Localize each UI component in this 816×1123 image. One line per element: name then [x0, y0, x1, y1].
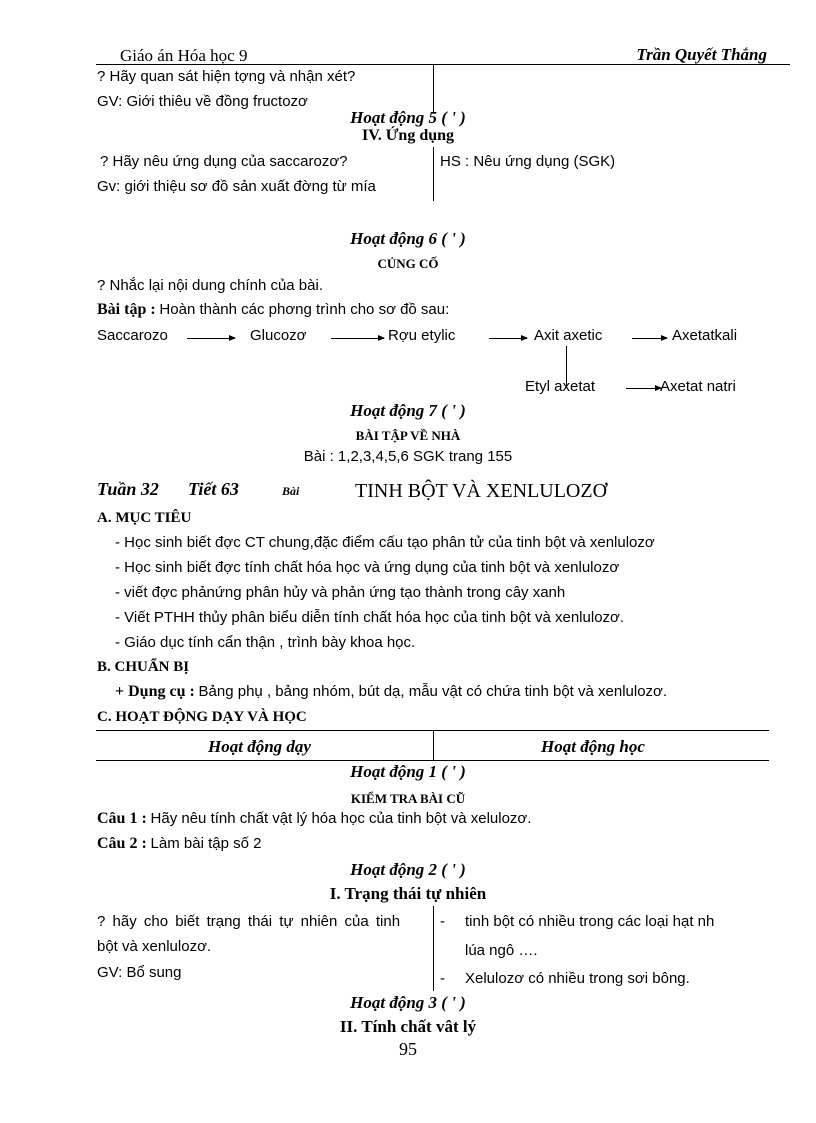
section-ii-heading: II. Tính chất vât lý — [339, 1017, 477, 1036]
table-divider — [433, 730, 434, 761]
objective-item: - Học sinh biết đợc tính chất hóa học và ứng dụng của tinh bột và xenlulozơ — [115, 559, 620, 576]
question-2-label: Câu 2 : — [97, 835, 147, 852]
table-cell-text: GV: Bổ sung — [97, 964, 182, 981]
arrow-icon — [331, 338, 384, 339]
question-1-text: Hãy nêu tính chất vật lý hóa học của tinh bột và xelulozơ. — [150, 810, 532, 827]
exercise-text: Hoàn thành các phơng trình cho sơ đồ sau: — [159, 301, 450, 318]
exercise-line — [97, 301, 449, 319]
table-divider — [433, 906, 434, 991]
table-cell-text: ? hãy cho biết trạng thái tự nhiên của tinh — [97, 913, 401, 930]
exercise-label: Bài tập : — [97, 301, 156, 318]
homework-text: Bài : 1,2,3,4,5,6 SGK trang 155 — [303, 448, 513, 465]
question-1-label: Câu 1 : — [97, 810, 147, 827]
section-iv-heading: IV. Ứng dụng — [361, 127, 455, 144]
question-2 — [97, 835, 261, 853]
page-number: 95 — [399, 1039, 417, 1059]
table-header-border — [96, 760, 769, 761]
bullet-dash: - — [440, 913, 445, 930]
section-cung-co-heading: CỦNG CỐ — [377, 256, 439, 271]
lesson-title: TINH BỘT VÀ XENLULOZƠ — [355, 480, 608, 502]
question-text: ? Nhắc lại nội dung chính của bài. — [97, 277, 323, 294]
equipment-label: + Dụng cụ : — [115, 683, 195, 700]
scheme-axit-axetic: Axit axetic — [534, 327, 603, 344]
section-a-heading: A. MỤC TIÊU — [97, 510, 192, 526]
activity-3-title: Hoạt động 3 ( ' ) — [350, 993, 466, 1012]
table-divider — [433, 147, 434, 201]
objective-item: - Viết PTHH thủy phân biểu diễn tính chất hóa học của tinh bột và xenlulozơ. — [115, 609, 625, 626]
activity-7-title: Hoạt động 7 ( ' ) — [350, 401, 466, 420]
table-cell-text: HS : Nêu ứng dụng (SGK) — [440, 153, 616, 170]
objective-item: - Học sinh biết đợc CT chung,đặc điểm cấu tạo phân tử của tinh bột và xenlulozơ — [115, 534, 655, 551]
table-cell-text: Xelulozơ có nhiều trong sơi bông. — [465, 970, 690, 987]
objective-item: - viết đợc phảnứng phân hủy và phản ứng tạo thành trong cây xanh — [115, 584, 566, 601]
arrow-icon — [626, 388, 661, 389]
question-2-text: Làm bài tập số 2 — [150, 835, 262, 852]
lesson-bai-label: Bài — [282, 484, 300, 498]
header-left-title: Giáo án Hóa học 9 — [120, 46, 248, 65]
scheme-etyl-axetat: Etyl axetat — [525, 378, 596, 395]
lesson-period: Tiết 63 — [188, 479, 239, 499]
arrow-icon — [632, 338, 667, 339]
column-header-teaching: Hoạt động dạy — [208, 737, 311, 756]
table-cell-text: Gv: giới thiệu sơ đồ sản xuất đờng từ mía — [97, 178, 376, 195]
scheme-glucozo: Glucozơ — [250, 327, 307, 344]
section-homework-heading: BÀI TẬP VỀ NHÀ — [355, 428, 461, 443]
lesson-week: Tuần 32 — [97, 479, 159, 499]
table-cell-text: GV: Giới thiêu về đồng fructozơ — [97, 93, 308, 110]
section-b-heading: B. CHUẨN BỊ — [97, 659, 190, 675]
equipment-text: Bảng phụ , bảng nhóm, bút dạ, mẫu vật có chứa tinh bột và xenlulozơ. — [198, 683, 668, 700]
table-cell-text: ? Hãy nêu ứng dụng của saccarozơ? — [100, 153, 348, 170]
activity-6-title: Hoạt động 6 ( ' ) — [350, 229, 466, 248]
arrow-icon — [489, 338, 527, 339]
header-divider — [96, 64, 790, 65]
question-1 — [97, 810, 531, 828]
section-check-heading: KIỂM TRA BÀI CŨ — [350, 791, 466, 806]
activity-1-title: Hoạt động 1 ( ' ) — [350, 762, 466, 781]
table-cell-text: tinh bột có nhiều trong các loại hạt nh — [465, 913, 715, 930]
bullet-dash: - — [440, 970, 445, 987]
section-i-heading: I. Trạng thái tự nhiên — [329, 884, 487, 903]
scheme-axetatkali: Axetatkali — [672, 327, 738, 344]
scheme-ruou-etylic: Rợu etylic — [388, 327, 456, 344]
section-c-heading: C. HOẠT ĐỘNG DẠY VÀ HỌC — [97, 709, 307, 725]
activity-2-title: Hoạt động 2 ( ' ) — [350, 860, 466, 879]
table-cell-text: lúa ngô …. — [465, 942, 538, 959]
arrow-icon — [187, 338, 235, 339]
table-divider — [433, 64, 434, 112]
scheme-saccarozo: Saccarozo — [97, 327, 168, 344]
scheme-axetat-natri: Axetat natri — [660, 378, 736, 395]
table-cell-text: ? Hãy quan sát hiện tợng và nhận xét? — [97, 68, 356, 85]
table-cell-text: bột và xenlulozơ. — [97, 938, 212, 955]
equipment-line — [115, 683, 667, 701]
objective-item: - Giáo dục tính cẩn thận , trình bày khoa học. — [115, 634, 416, 651]
header-author: Trần Quyết Thắng — [636, 45, 767, 64]
column-header-learning: Hoạt động học — [541, 737, 645, 756]
activity-5-title: Hoạt động 5 ( ' ) — [350, 108, 466, 127]
